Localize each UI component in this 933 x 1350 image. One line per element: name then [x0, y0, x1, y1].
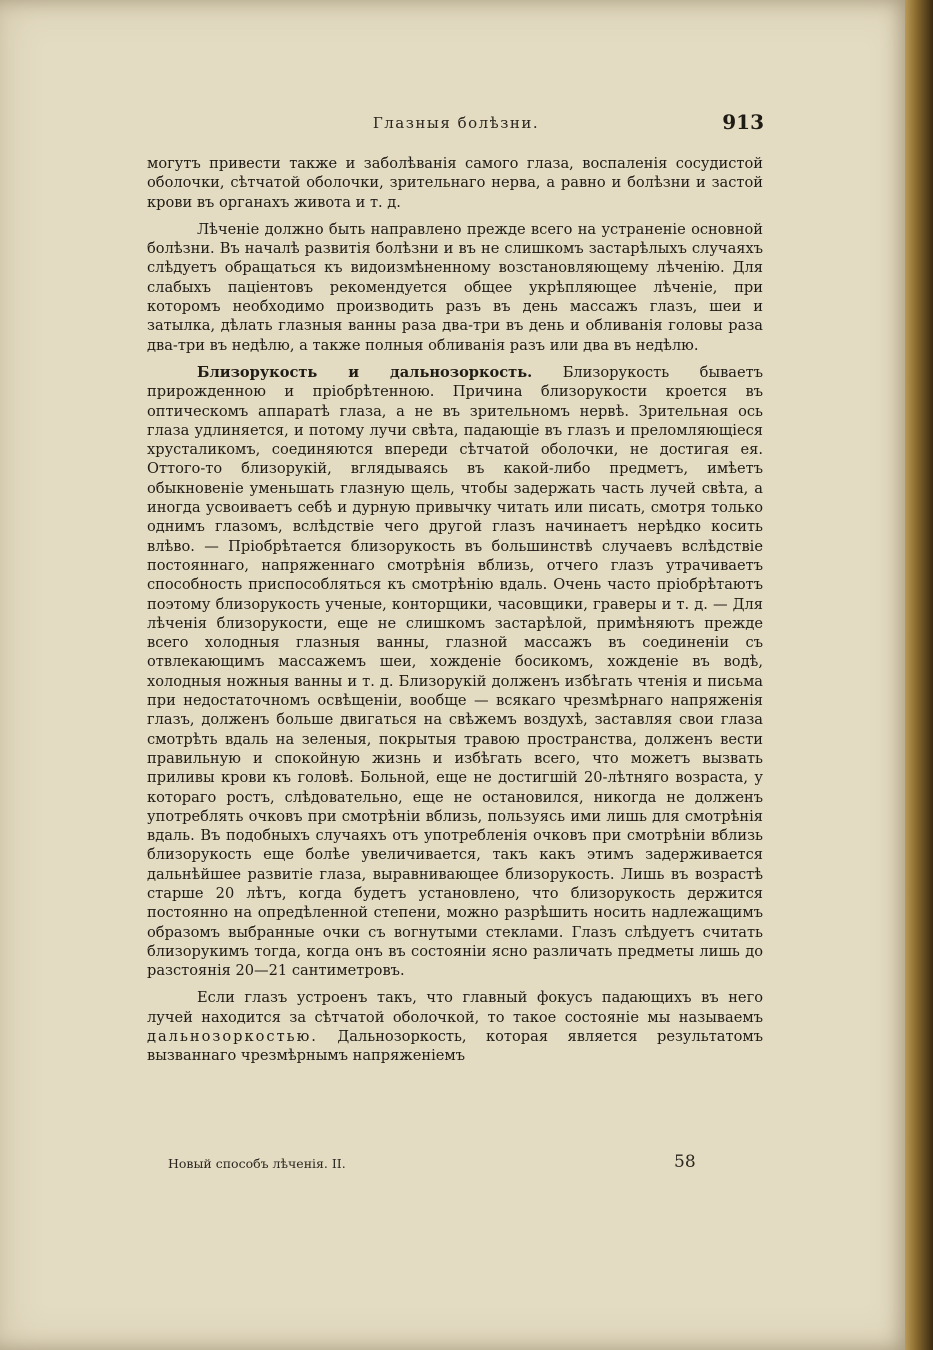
paragraph-4-text-before: Если глазъ устроенъ такъ, что главный фокусъ падающихъ въ него лучей находится за сѣтчатой оболочкой, то такое состояніе мы называемъ	[147, 989, 763, 1026]
spaced-term: дальнозоркостью.	[147, 1028, 318, 1046]
paragraph-4-text-after: Дальнозоркость, которая является результатомъ вызваннаго чрезмѣрнымъ напряженіемъ	[147, 1028, 763, 1065]
chapter-title: Глазныя болѣзни.	[372, 114, 540, 132]
paragraph-3-text: Близорукость бываетъ прирожденною и пріобрѣтенною. Причина близорукости кроется въ оптическомъ аппаратѣ глаза, а не въ зрительномъ нервѣ. Зрительная ось глаза удлиняется, и потому лучи свѣта, падающіе въ глазъ и преломляющіеся хрусталикомъ, соединяются впереди сѣтчатой оболочки, не достигая ея. Оттого-то близорукій, вглядываясь въ какой-либо предметъ, имѣетъ обыкновеніе уменьшать глазную щель, чтобы задержать часть лучей свѣта, а иногда усвоиваетъ себѣ и дурную привычку читать или писать, смотря только однимъ глазомъ, вслѣдствіе чего другой глазъ начинаетъ нерѣдко косить влѣво. — Пріобрѣтается близорукость въ большинствѣ случаевъ вслѣдствіе постояннаго, напряженнаго смотрѣнія вблизь, отчего глазъ утрачиваетъ способность приспособляться къ смотрѣнію вдаль. Очень часто пріобрѣтаютъ поэтому близорукость ученые, конторщики, часовщики, граверы и т. д. — Для лѣченія близорукости, еще не слишкомъ застарѣлой, примѣняютъ прежде всего холодныя глазныя ванны, глазной массажъ въ соединеніи съ отвлекающимъ массажемъ шеи, хожденіе босикомъ, хожденіе въ водѣ, холодныя ножныя ванны и т. д. Близорукій долженъ избѣгать чтенія и письма при недостаточномъ освѣщеніи, вообще — всякаго чрезмѣрнаго напряженія глазъ, долженъ больше двигаться на свѣжемъ воздухѣ, заставляя свои глаза смотрѣть вдаль на зеленыя, покрытыя травою пространства, долженъ вести правильную и спокойную жизнь и избѣгать всего, что можетъ вызвать приливы крови къ головѣ. Больной, еще не достигшій 20-лѣтняго возраста, у котораго ростъ, слѣдовательно, еще не остановился, никогда не долженъ употреблять очковъ при смотрѣніи вблизь, пользуясь ими лишь для смотрѣнія вдаль. Въ подобныхъ случаяхъ отъ употребленія очковъ при смотрѣніи вблизь близорукость еще болѣе увеличивается, такъ какъ этимъ задерживается дальнѣйшее развитіе глаза, выравнивающее близорукость. Лишь въ возрастѣ старше 20 лѣтъ, когда будетъ установлено, что близорукость держится постоянно на опредѣленной степени, можно разрѣшить носить надлежащимъ образомъ выбранные очки съ вогнутыми стеклами. Глазъ слѣдуетъ считать близорукимъ тогда, когда онъ въ состояніи ясно различать предметы лишь до разстоянія 20—21 сантиметровъ.	[147, 363, 763, 980]
paragraph-4	[147, 988, 763, 1065]
page-body	[147, 154, 763, 1066]
section-heading: Близорукость и дальнозоркость.	[197, 363, 533, 381]
page-edge	[905, 0, 933, 1350]
paragraph-2: Лѣченіе должно быть направлено прежде всего на устраненіе основной болѣзни. Въ началѣ развитія болѣзни и въ не слишкомъ застарѣлыхъ случаяхъ слѣдуетъ обращаться къ видоизмѣненному возстановляющему лѣченію. Для слабыхъ паціентовъ рекомендуется общее укрѣпляющее лѣченіе, при которомъ необходимо производить разъ въ день массажъ глазъ, шеи и затылка, дѣлать глазныя ванны раза два-три въ день и обливанія головы раза два-три въ недѣлю, а также полныя обливанія разъ или два въ недѣлю.	[147, 220, 763, 354]
book-title-footer: Новый способъ лѣченія. II.	[168, 1156, 346, 1171]
signature-mark: 58	[674, 1152, 696, 1172]
paragraph-1: могутъ привести также и заболѣванія самого глаза, воспаленія сосудистой оболочки, сѣтчатой оболочки, зрительнаго нерва, а равно и болѣзни и застой крови въ органахъ живота и т. д.	[147, 155, 763, 211]
running-header	[148, 110, 764, 140]
paragraph-3	[147, 363, 763, 981]
page-footer	[168, 1154, 728, 1176]
page-number: 913	[722, 110, 764, 134]
